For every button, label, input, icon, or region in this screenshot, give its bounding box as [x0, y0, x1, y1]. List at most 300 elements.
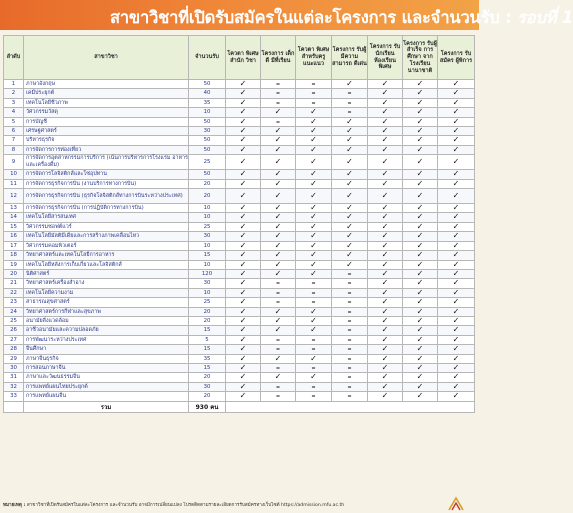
table-row — [4, 108, 475, 117]
admission-table — [3, 35, 475, 413]
dash-icon: – — [332, 89, 368, 98]
dash-icon: – — [261, 80, 296, 89]
check-icon: ✓ — [296, 136, 332, 145]
major-name: ภาษาอังกฤษ — [24, 80, 189, 89]
row-number: 12 — [4, 189, 24, 204]
row-number: 31 — [4, 373, 24, 382]
quota-value: 50 — [189, 145, 226, 154]
check-icon: ✓ — [368, 213, 403, 222]
check-icon: ✓ — [296, 232, 332, 241]
check-icon: ✓ — [403, 241, 438, 250]
check-icon: ✓ — [403, 251, 438, 260]
major-name: ภาษาและวัฒนธรรมจีน — [24, 373, 189, 382]
footnote — [3, 502, 477, 509]
quota-value: 35 — [189, 98, 226, 107]
check-icon: ✓ — [296, 307, 332, 316]
major-name: การพัฒนาระหว่างประเทศ — [24, 335, 189, 344]
major-name: การสอนภาษาจีน — [24, 363, 189, 372]
quota-value: 50 — [189, 170, 226, 179]
check-icon: ✓ — [332, 232, 368, 241]
quota-value: 30 — [189, 232, 226, 241]
check-icon: ✓ — [368, 269, 403, 278]
check-icon: ✓ — [226, 98, 261, 107]
check-icon: ✓ — [296, 222, 332, 231]
dash-icon: – — [296, 382, 332, 391]
table-row — [4, 326, 475, 335]
dash-icon: – — [332, 345, 368, 354]
check-icon: ✓ — [261, 316, 296, 325]
row-number: 11 — [4, 179, 24, 188]
check-icon: ✓ — [261, 136, 296, 145]
row-number: 15 — [4, 222, 24, 231]
check-icon: ✓ — [261, 127, 296, 136]
check-icon: ✓ — [403, 189, 438, 204]
dash-icon: – — [332, 373, 368, 382]
check-icon: ✓ — [438, 373, 475, 382]
check-icon: ✓ — [368, 108, 403, 117]
check-icon: ✓ — [261, 145, 296, 154]
check-icon: ✓ — [403, 260, 438, 269]
major-name: การจัดการธุรกิจการบิน (การปฏิบัติการทางการบิน) — [24, 204, 189, 213]
header-program-3: โควตา พิเศษ สำหรับครู แนะแนว — [296, 36, 332, 80]
quota-value: 10 — [189, 241, 226, 250]
check-icon: ✓ — [296, 251, 332, 260]
check-icon: ✓ — [438, 213, 475, 222]
table-row — [4, 307, 475, 316]
check-icon: ✓ — [403, 98, 438, 107]
dash-icon: – — [261, 117, 296, 126]
check-icon: ✓ — [403, 382, 438, 391]
quota-value: 30 — [189, 279, 226, 288]
check-icon: ✓ — [438, 298, 475, 307]
check-icon: ✓ — [403, 392, 438, 401]
dash-icon: – — [332, 288, 368, 297]
row-number: 4 — [4, 108, 24, 117]
row-number: 13 — [4, 204, 24, 213]
check-icon: ✓ — [226, 127, 261, 136]
major-name: สาธารณสุขศาสตร์ — [24, 298, 189, 307]
check-icon: ✓ — [368, 189, 403, 204]
check-icon: ✓ — [332, 179, 368, 188]
quota-value: 10 — [189, 260, 226, 269]
header-quota: จำนวนรับ — [189, 36, 226, 80]
check-icon: ✓ — [332, 117, 368, 126]
check-icon: ✓ — [226, 298, 261, 307]
quota-value: 20 — [189, 189, 226, 204]
row-number: 7 — [4, 136, 24, 145]
row-number: 22 — [4, 288, 24, 297]
quota-value: 40 — [189, 89, 226, 98]
header-program-5: โครงการ รับนักเรียน ห้องเรียน พิเศษ — [368, 36, 403, 80]
check-icon: ✓ — [438, 80, 475, 89]
check-icon: ✓ — [296, 145, 332, 154]
quota-value: 10 — [189, 108, 226, 117]
check-icon: ✓ — [296, 170, 332, 179]
check-icon: ✓ — [332, 204, 368, 213]
check-icon: ✓ — [226, 80, 261, 89]
check-icon: ✓ — [403, 179, 438, 188]
row-number: 28 — [4, 345, 24, 354]
check-icon: ✓ — [332, 241, 368, 250]
check-icon: ✓ — [332, 260, 368, 269]
row-number: 29 — [4, 354, 24, 363]
row-number: 33 — [4, 392, 24, 401]
dash-icon: – — [261, 288, 296, 297]
dash-icon: – — [332, 335, 368, 344]
check-icon: ✓ — [368, 373, 403, 382]
row-number: 2 — [4, 89, 24, 98]
check-icon: ✓ — [368, 307, 403, 316]
table-row — [4, 241, 475, 250]
check-icon: ✓ — [226, 363, 261, 372]
check-icon: ✓ — [226, 269, 261, 278]
check-icon: ✓ — [332, 170, 368, 179]
quota-value: 30 — [189, 382, 226, 391]
check-icon: ✓ — [226, 260, 261, 269]
quota-value: 15 — [189, 363, 226, 372]
check-icon: ✓ — [261, 189, 296, 204]
check-icon: ✓ — [438, 392, 475, 401]
check-icon: ✓ — [438, 98, 475, 107]
check-icon: ✓ — [261, 251, 296, 260]
check-icon: ✓ — [438, 204, 475, 213]
dash-icon: – — [332, 354, 368, 363]
check-icon: ✓ — [296, 108, 332, 117]
row-number: 5 — [4, 117, 24, 126]
check-icon: ✓ — [261, 269, 296, 278]
check-icon: ✓ — [368, 136, 403, 145]
check-icon: ✓ — [226, 382, 261, 391]
table-row — [4, 80, 475, 89]
quota-value: 25 — [189, 155, 226, 170]
table-row — [4, 98, 475, 107]
check-icon: ✓ — [438, 155, 475, 170]
dash-icon: – — [296, 279, 332, 288]
major-name: วิทยาศาสตร์เครื่องสำอาง — [24, 279, 189, 288]
check-icon: ✓ — [368, 127, 403, 136]
check-icon: ✓ — [261, 326, 296, 335]
check-icon: ✓ — [261, 170, 296, 179]
table-row — [4, 298, 475, 307]
major-name: บริหารธุรกิจ — [24, 136, 189, 145]
check-icon: ✓ — [368, 288, 403, 297]
check-icon: ✓ — [403, 298, 438, 307]
table-row — [4, 222, 475, 231]
check-icon: ✓ — [226, 307, 261, 316]
check-icon: ✓ — [368, 298, 403, 307]
check-icon: ✓ — [226, 108, 261, 117]
table-row — [4, 345, 475, 354]
header-program-4: โครงการ รับผู้มีความ สามารถ ดีเด่น — [332, 36, 368, 80]
dash-icon: – — [296, 392, 332, 401]
quota-value: 5 — [189, 335, 226, 344]
check-icon: ✓ — [438, 108, 475, 117]
check-icon: ✓ — [261, 307, 296, 316]
check-icon: ✓ — [296, 316, 332, 325]
check-icon: ✓ — [403, 136, 438, 145]
check-icon: ✓ — [438, 179, 475, 188]
check-icon: ✓ — [261, 373, 296, 382]
quota-value: 35 — [189, 354, 226, 363]
check-icon: ✓ — [403, 316, 438, 325]
dash-icon: – — [296, 89, 332, 98]
check-icon: ✓ — [403, 279, 438, 288]
dash-icon: – — [261, 392, 296, 401]
check-icon: ✓ — [332, 136, 368, 145]
check-icon: ✓ — [403, 108, 438, 117]
quota-value: 20 — [189, 179, 226, 188]
check-icon: ✓ — [438, 170, 475, 179]
check-icon: ✓ — [368, 316, 403, 325]
check-icon: ✓ — [403, 145, 438, 154]
total-row — [4, 401, 475, 412]
quota-value: 10 — [189, 204, 226, 213]
major-name: เศรษฐศาสตร์ — [24, 127, 189, 136]
major-name: เทคโนโลยีหลังการเก็บเกี่ยวและโลจิสติกส์ — [24, 260, 189, 269]
major-name: การบัญชี — [24, 117, 189, 126]
check-icon: ✓ — [403, 232, 438, 241]
dash-icon: – — [332, 307, 368, 316]
dash-icon: – — [296, 345, 332, 354]
quota-value: 30 — [189, 127, 226, 136]
dash-icon: – — [261, 345, 296, 354]
major-name: การจัดการธุรกิจการบิน (ธุรกิจโลจิสติกส์ทางการบินระหว่างประเทศ) — [24, 189, 189, 204]
check-icon: ✓ — [438, 241, 475, 250]
row-number: 27 — [4, 335, 24, 344]
table-row — [4, 232, 475, 241]
check-icon: ✓ — [226, 241, 261, 250]
check-icon: ✓ — [438, 335, 475, 344]
table-row — [4, 213, 475, 222]
major-name: เทคโนโลยีชีวภาพ — [24, 98, 189, 107]
check-icon: ✓ — [332, 80, 368, 89]
check-icon: ✓ — [296, 354, 332, 363]
check-icon: ✓ — [438, 127, 475, 136]
quota-value: 15 — [189, 326, 226, 335]
quota-value: 120 — [189, 269, 226, 278]
dash-icon: – — [332, 98, 368, 107]
check-icon: ✓ — [403, 117, 438, 126]
dash-icon: – — [332, 326, 368, 335]
footnote-text: สาขาวิชาที่เปิดรับสมัครในแต่ละโครงการ และจำนวนรับ อาจมีการเปลี่ยนแปลง โปรดติดตามรายละเอียดการรับสมัครทางเว็บไซต์ https://admission.mfu.ac.th — [26, 503, 345, 508]
check-icon: ✓ — [261, 260, 296, 269]
check-icon: ✓ — [368, 260, 403, 269]
quota-value: 10 — [189, 213, 226, 222]
footnote-label: หมายเหตุ : — [3, 503, 26, 508]
check-icon: ✓ — [226, 326, 261, 335]
check-icon: ✓ — [296, 189, 332, 204]
check-icon: ✓ — [368, 145, 403, 154]
check-icon: ✓ — [368, 222, 403, 231]
check-icon: ✓ — [368, 354, 403, 363]
quota-value: 20 — [189, 307, 226, 316]
major-name: อาชีวอนามัยและความปลอดภัย — [24, 326, 189, 335]
table-row — [4, 392, 475, 401]
check-icon: ✓ — [226, 345, 261, 354]
dash-icon: – — [332, 363, 368, 372]
table-row — [4, 363, 475, 372]
check-icon: ✓ — [261, 179, 296, 188]
check-icon: ✓ — [368, 335, 403, 344]
dash-icon: – — [296, 363, 332, 372]
check-icon: ✓ — [296, 260, 332, 269]
dash-icon: – — [261, 98, 296, 107]
row-number: 23 — [4, 298, 24, 307]
dash-icon: – — [332, 269, 368, 278]
check-icon: ✓ — [332, 155, 368, 170]
check-icon: ✓ — [261, 213, 296, 222]
dash-icon: – — [261, 335, 296, 344]
header-program-1: โควตา พิเศษ สำนัก วิชา — [226, 36, 261, 80]
quota-value: 20 — [189, 392, 226, 401]
table-row — [4, 204, 475, 213]
check-icon: ✓ — [226, 354, 261, 363]
check-icon: ✓ — [226, 170, 261, 179]
check-icon: ✓ — [438, 326, 475, 335]
row-number: 10 — [4, 170, 24, 179]
quota-value: 50 — [189, 80, 226, 89]
row-number: 18 — [4, 251, 24, 260]
check-icon: ✓ — [226, 373, 261, 382]
check-icon: ✓ — [403, 222, 438, 231]
quota-value: 15 — [189, 345, 226, 354]
check-icon: ✓ — [368, 251, 403, 260]
check-icon: ✓ — [296, 179, 332, 188]
check-icon: ✓ — [403, 80, 438, 89]
check-icon: ✓ — [403, 170, 438, 179]
row-number: 24 — [4, 307, 24, 316]
major-name: เคมีประยุกต์ — [24, 89, 189, 98]
table-row — [4, 117, 475, 126]
major-name: วัศวกรรมวัสดุ — [24, 108, 189, 117]
check-icon: ✓ — [403, 288, 438, 297]
dash-icon: – — [332, 382, 368, 391]
table-row — [4, 155, 475, 170]
major-name: ภาษาจีนธุรกิจ — [24, 354, 189, 363]
check-icon: ✓ — [368, 232, 403, 241]
check-icon: ✓ — [261, 108, 296, 117]
check-icon: ✓ — [403, 326, 438, 335]
check-icon: ✓ — [226, 288, 261, 297]
row-number: 8 — [4, 145, 24, 154]
header-no: ลำดับ — [4, 36, 24, 80]
check-icon: ✓ — [438, 382, 475, 391]
check-icon: ✓ — [261, 222, 296, 231]
row-number: 6 — [4, 127, 24, 136]
check-icon: ✓ — [226, 136, 261, 145]
quota-value: 15 — [189, 251, 226, 260]
check-icon: ✓ — [368, 392, 403, 401]
table-row — [4, 373, 475, 382]
header-major: สาขาวิชา — [24, 36, 189, 80]
check-icon: ✓ — [261, 241, 296, 250]
page-title — [110, 5, 573, 31]
row-number: 26 — [4, 326, 24, 335]
check-icon: ✓ — [226, 316, 261, 325]
check-icon: ✓ — [296, 155, 332, 170]
dash-icon: – — [332, 392, 368, 401]
row-number: 20 — [4, 269, 24, 278]
check-icon: ✓ — [368, 204, 403, 213]
row-number: 3 — [4, 98, 24, 107]
major-name: วิศวกรรมซอฟต์แวร์ — [24, 222, 189, 231]
major-name: เทคโนโลยีมัลติมีเดียและการสร้างภาพเคลื่อนไหว — [24, 232, 189, 241]
quota-value: 50 — [189, 136, 226, 145]
check-icon: ✓ — [438, 354, 475, 363]
table-row — [4, 382, 475, 391]
check-icon: ✓ — [438, 89, 475, 98]
check-icon: ✓ — [226, 179, 261, 188]
table-row — [4, 279, 475, 288]
check-icon: ✓ — [438, 279, 475, 288]
check-icon: ✓ — [403, 204, 438, 213]
major-name: วิทยาศาสตร์และเทคโนโลยีการอาหาร — [24, 251, 189, 260]
table-row — [4, 335, 475, 344]
major-name: การแพทย์แผนจีน — [24, 392, 189, 401]
dash-icon: – — [296, 298, 332, 307]
table-row — [4, 145, 475, 154]
dash-icon: – — [332, 279, 368, 288]
check-icon: ✓ — [332, 127, 368, 136]
check-icon: ✓ — [296, 373, 332, 382]
check-icon: ✓ — [226, 251, 261, 260]
check-icon: ✓ — [438, 222, 475, 231]
check-icon: ✓ — [368, 382, 403, 391]
check-icon: ✓ — [226, 232, 261, 241]
quota-value: 10 — [189, 288, 226, 297]
check-icon: ✓ — [438, 136, 475, 145]
table-body — [4, 80, 475, 402]
check-icon: ✓ — [403, 307, 438, 316]
check-icon: ✓ — [226, 89, 261, 98]
check-icon: ✓ — [438, 316, 475, 325]
check-icon: ✓ — [226, 145, 261, 154]
check-icon: ✓ — [226, 204, 261, 213]
check-icon: ✓ — [438, 345, 475, 354]
major-name: เทคโนโลยีสารสนเทศ — [24, 213, 189, 222]
quota-value: 20 — [189, 316, 226, 325]
major-name: เทคโนโลยีความงาม — [24, 288, 189, 297]
table-row — [4, 189, 475, 204]
check-icon: ✓ — [368, 363, 403, 372]
row-number: 14 — [4, 213, 24, 222]
row-number: 25 — [4, 316, 24, 325]
row-number: 9 — [4, 155, 24, 170]
check-icon: ✓ — [261, 232, 296, 241]
major-name: จีนศึกษา — [24, 345, 189, 354]
check-icon: ✓ — [296, 241, 332, 250]
dash-icon: – — [296, 335, 332, 344]
check-icon: ✓ — [368, 98, 403, 107]
check-icon: ✓ — [226, 335, 261, 344]
row-number: 1 — [4, 80, 24, 89]
check-icon: ✓ — [368, 326, 403, 335]
dash-icon: – — [261, 363, 296, 372]
check-icon: ✓ — [438, 288, 475, 297]
dash-icon: – — [296, 288, 332, 297]
title-main: สาขาวิชาที่เปิดรับสมัครในแต่ละโครงการ และจำนวนรับ : — [110, 8, 518, 27]
table-row — [4, 89, 475, 98]
major-name: การจัดการธุรกิจการบิน (งานบริการทางการบิน) — [24, 179, 189, 188]
row-number: 17 — [4, 241, 24, 250]
row-number: 19 — [4, 260, 24, 269]
check-icon: ✓ — [403, 269, 438, 278]
check-icon: ✓ — [368, 241, 403, 250]
dash-icon: – — [332, 108, 368, 117]
check-icon: ✓ — [438, 189, 475, 204]
major-name: การจัดการการท่องเที่ยว — [24, 145, 189, 154]
check-icon: ✓ — [368, 345, 403, 354]
